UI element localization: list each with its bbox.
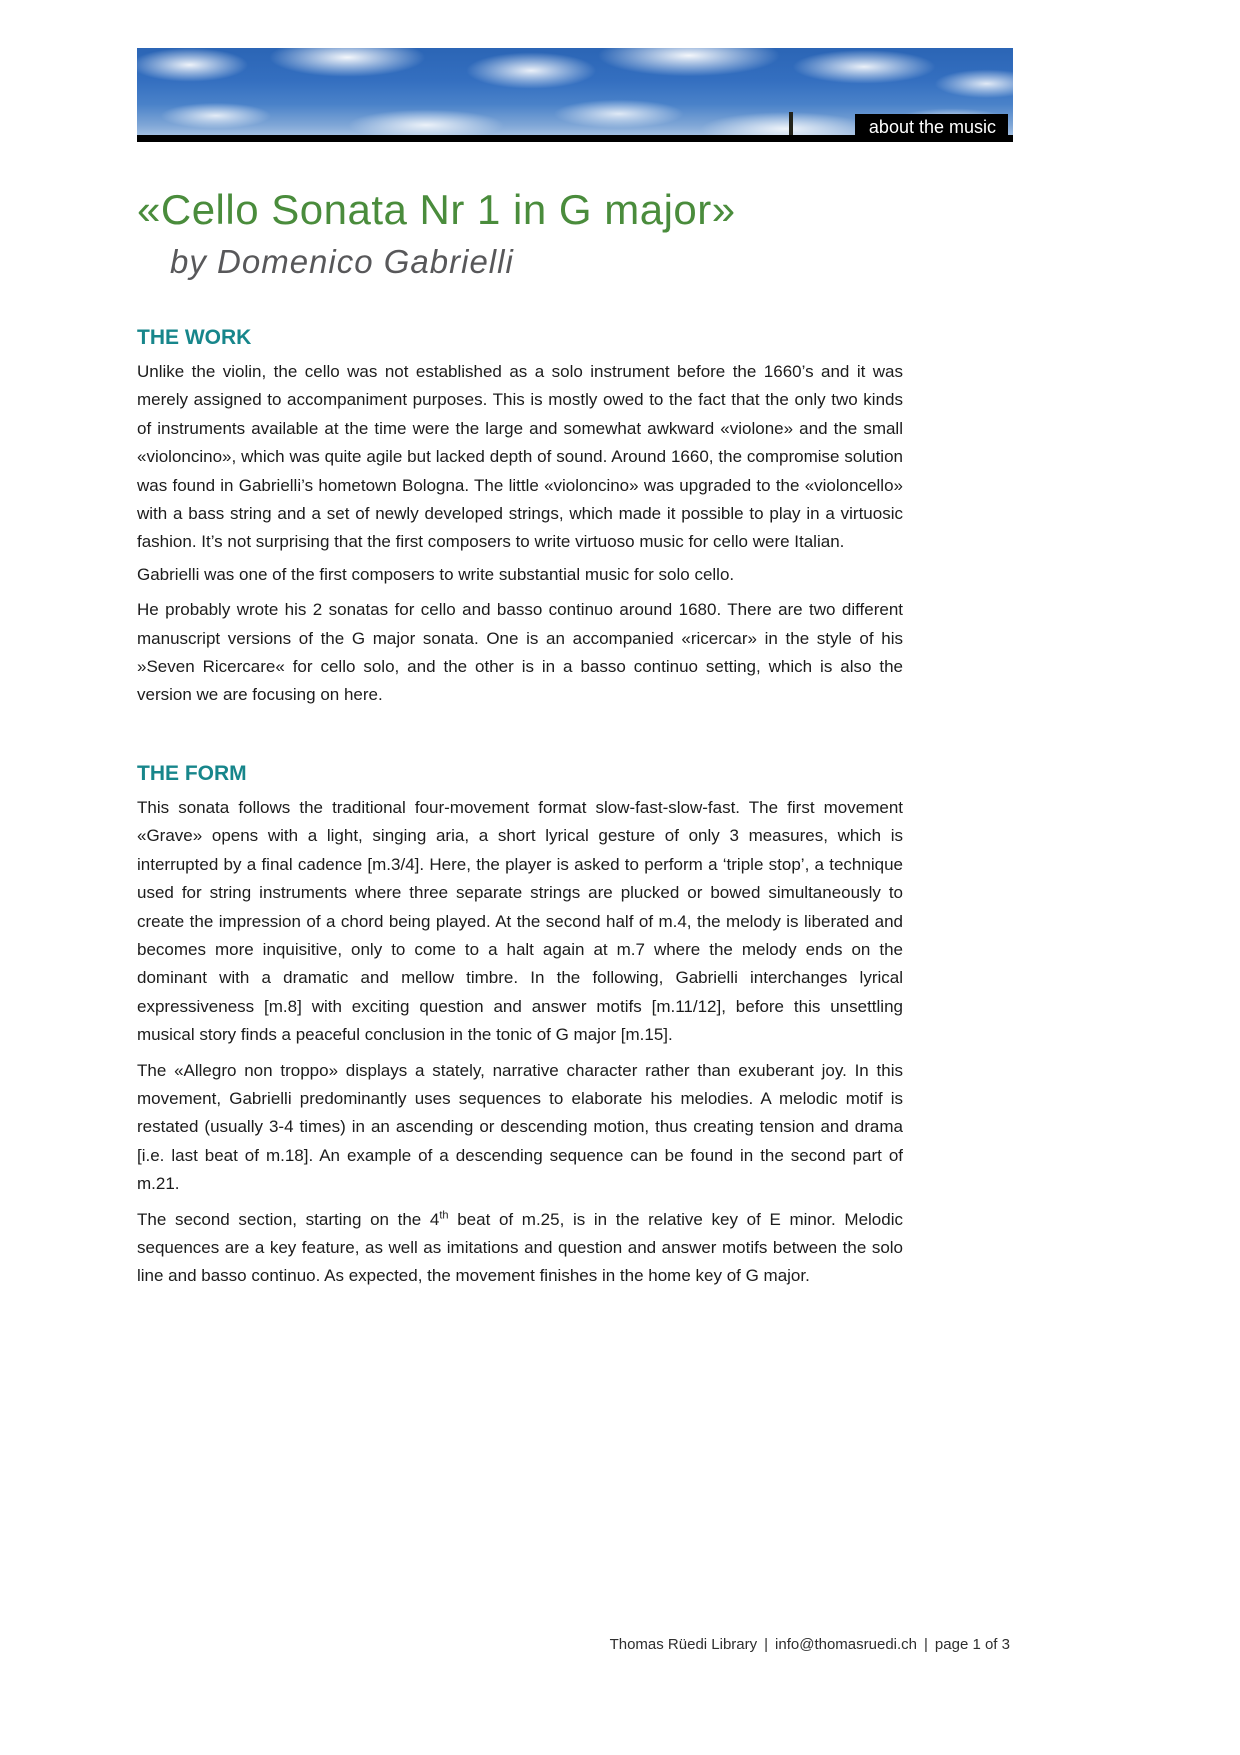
section-the-work: [137, 326, 903, 710]
header-banner-image: [137, 48, 1013, 142]
page-subtitle: by Domenico Gabrielli: [170, 243, 514, 280]
paragraph: This sonata follows the traditional four-movement format slow-fast-slow-fast. The first movement «Grave» opens with a light, singing aria, a short lyrical gesture of only 3 measures, which is interrupted by a final cadence [m.3/4]. Here, the player is asked to perform a ‘triple stop’, a technique used for string instruments where three separate strings are plucked or bowed simultaneously to create the impression of a chord being played. At the second half of m.4, the melody is liberated and becomes more inquisitive, only to come to a halt again at m.7 where the melody ends on the dominant with a dramatic and mellow timbre. In the following, Gabrielli interchanges lyrical expressiveness [m.8] with exciting question and answer motifs [m.11/12], before this unsettling musical story finds a peaceful conclusion in the tonic of G major [m.15].: [137, 797, 903, 1045]
footer-separator: |: [764, 1636, 769, 1653]
paragraph-text: beat of m.25, is in the relative key of E minor. Melodic sequences are a key feature, as well as imitations and question and answer motifs between the solo line and basso continuo. As expected, the movement finishes in the home key of G major.: [137, 1209, 903, 1286]
pole-silhouette: [789, 112, 793, 136]
footer-library-name: Thomas Rüedi Library: [609, 1636, 758, 1653]
section-the-form: [137, 762, 903, 1291]
paragraph: Unlike the violin, the cello was not established as a solo instrument before the 1660’s and it was merely assigned to accompaniment purposes. This is mostly owed to the fact that the only two kinds of instruments available at the time were the large and somewhat awkward «violone» and the small «violoncino», which was quite agile but lacked depth of sound. Around 1660, the compromise solution was found in Gabrielli’s hometown Bologna. The little «violoncino» was upgraded to the «violoncello» with a bass string and a set of newly developed strings, which made it possible to play in a virtuosic fashion. It’s not surprising that the first composers to write virtuoso music for cello were Italian.: [137, 362, 903, 552]
paragraph-text: The second section, starting on the 4: [137, 1209, 440, 1229]
paragraph: [137, 1206, 903, 1291]
section-heading-the-work: THE WORK: [137, 326, 252, 349]
ordinal-superscript: th: [439, 1208, 449, 1221]
paragraph: Gabrielli was one of the first composers to write substantial music for solo cello.: [137, 564, 735, 584]
footer-page-number: page 1 of 3: [934, 1636, 1010, 1653]
document-content: [137, 142, 903, 1295]
paragraph: The «Allegro non troppo» displays a stately, narrative character rather than exuberant joy. In this movement, Gabrielli predominantly uses sequences to elaborate his melodies. A melodic motif is restated (usually 3-4 times) in an ascending or descending motion, thus creating tension and drama [i.e. last beat of m.18]. An example of a descending sequence can be found in the second part of m.21.: [137, 1060, 903, 1194]
paragraph: He probably wrote his 2 sonatas for cello and basso continuo around 1680. There are two different manuscript versions of the G major sonata. One is an accompanied «ricercar» in the style of his »Seven Ricercare« for cello solo, and the other is in a basso continuo setting, which is also the version we are focusing on here.: [137, 600, 903, 705]
footer-email: info@thomasruedi.ch: [775, 1636, 918, 1653]
footer-separator: |: [924, 1636, 928, 1653]
section-heading-the-form: THE FORM: [137, 761, 247, 785]
footer: [610, 1636, 1010, 1653]
page-title: «Cello Sonata Nr 1 in G major»: [137, 186, 736, 233]
about-the-music-label: about the music: [855, 114, 1008, 142]
